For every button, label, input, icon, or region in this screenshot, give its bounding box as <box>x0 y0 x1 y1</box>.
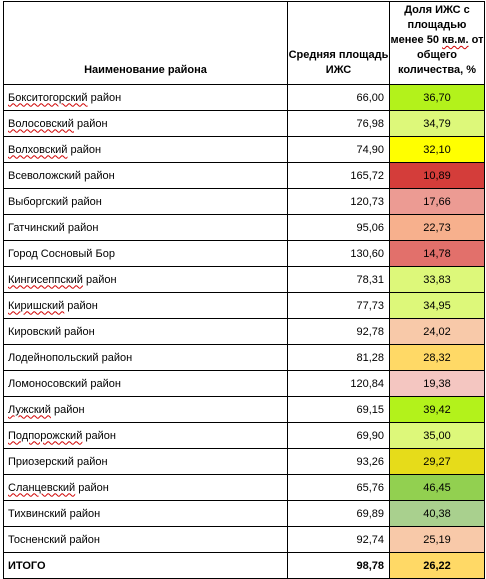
total-label: ИТОГО <box>4 553 288 579</box>
average-area: 92,78 <box>288 319 390 345</box>
share-value: 35,00 <box>390 423 485 449</box>
table-row <box>4 371 485 397</box>
header-share: Доля ИЖС с площадью менее 50 кв.м. от общего количества, % <box>390 2 485 85</box>
average-area: 92,74 <box>288 527 390 553</box>
share-value: 24,02 <box>390 319 485 345</box>
district-name: Ломоносовский район <box>4 371 288 397</box>
average-area: 95,06 <box>288 215 390 241</box>
share-value: 22,73 <box>390 215 485 241</box>
district-name: Гатчинский район <box>4 215 288 241</box>
district-name: Всеволожский район <box>4 163 288 189</box>
average-area: 77,73 <box>288 293 390 319</box>
district-name: Тосненский район <box>4 527 288 553</box>
share-value: 32,10 <box>390 137 485 163</box>
share-value: 17,66 <box>390 189 485 215</box>
table-row <box>4 293 485 319</box>
average-area: 165,72 <box>288 163 390 189</box>
average-area: 78,31 <box>288 267 390 293</box>
district-name: Тихвинский район <box>4 501 288 527</box>
average-area: 81,28 <box>288 345 390 371</box>
share-value: 10,89 <box>390 163 485 189</box>
share-value: 40,38 <box>390 501 485 527</box>
district-name: Сланцевский район <box>4 475 288 501</box>
average-area: 69,89 <box>288 501 390 527</box>
average-area: 130,60 <box>288 241 390 267</box>
table-row <box>4 137 485 163</box>
district-name: Лужский район <box>4 397 288 423</box>
share-value: 39,42 <box>390 397 485 423</box>
table-row <box>4 241 485 267</box>
average-area: 66,00 <box>288 85 390 111</box>
unit-sqm: кв.м. <box>442 34 469 46</box>
table-row <box>4 163 485 189</box>
district-name: Лодейнопольский район <box>4 345 288 371</box>
share-value: 29,27 <box>390 449 485 475</box>
share-value: 33,83 <box>390 267 485 293</box>
district-name: Подпорожский район <box>4 423 288 449</box>
table-row <box>4 449 485 475</box>
share-value: 14,78 <box>390 241 485 267</box>
table-row <box>4 397 485 423</box>
table-row <box>4 319 485 345</box>
average-area: 120,73 <box>288 189 390 215</box>
share-value: 36,70 <box>390 85 485 111</box>
share-value: 34,79 <box>390 111 485 137</box>
district-name: Киришский район <box>4 293 288 319</box>
table-row <box>4 189 485 215</box>
table-row <box>4 85 485 111</box>
total-row <box>4 553 485 579</box>
average-area: 120,84 <box>288 371 390 397</box>
header-row <box>4 2 485 85</box>
table-row <box>4 267 485 293</box>
average-area: 93,26 <box>288 449 390 475</box>
table-row <box>4 345 485 371</box>
header-district-name: Наименование района <box>4 2 288 85</box>
table-row <box>4 215 485 241</box>
total-area: 98,78 <box>288 553 390 579</box>
table-row <box>4 527 485 553</box>
total-share: 26,22 <box>390 553 485 579</box>
header-average-area: Средняя площадь ИЖС <box>288 2 390 85</box>
table-row <box>4 501 485 527</box>
share-value: 46,45 <box>390 475 485 501</box>
share-value: 28,32 <box>390 345 485 371</box>
district-table <box>3 1 485 579</box>
district-name: Волосовский район <box>4 111 288 137</box>
district-name: Волховский район <box>4 137 288 163</box>
district-name: Бокситогорский район <box>4 85 288 111</box>
table-row <box>4 475 485 501</box>
table-row <box>4 423 485 449</box>
average-area: 76,98 <box>288 111 390 137</box>
average-area: 74,90 <box>288 137 390 163</box>
table-row <box>4 111 485 137</box>
district-name: Выборгский район <box>4 189 288 215</box>
share-value: 25,19 <box>390 527 485 553</box>
share-value: 19,38 <box>390 371 485 397</box>
district-name: Город Сосновый Бор <box>4 241 288 267</box>
district-name: Приозерский район <box>4 449 288 475</box>
average-area: 69,90 <box>288 423 390 449</box>
average-area: 65,76 <box>288 475 390 501</box>
district-name: Кингисеппский район <box>4 267 288 293</box>
district-name: Кировский район <box>4 319 288 345</box>
share-value: 34,95 <box>390 293 485 319</box>
average-area: 69,15 <box>288 397 390 423</box>
